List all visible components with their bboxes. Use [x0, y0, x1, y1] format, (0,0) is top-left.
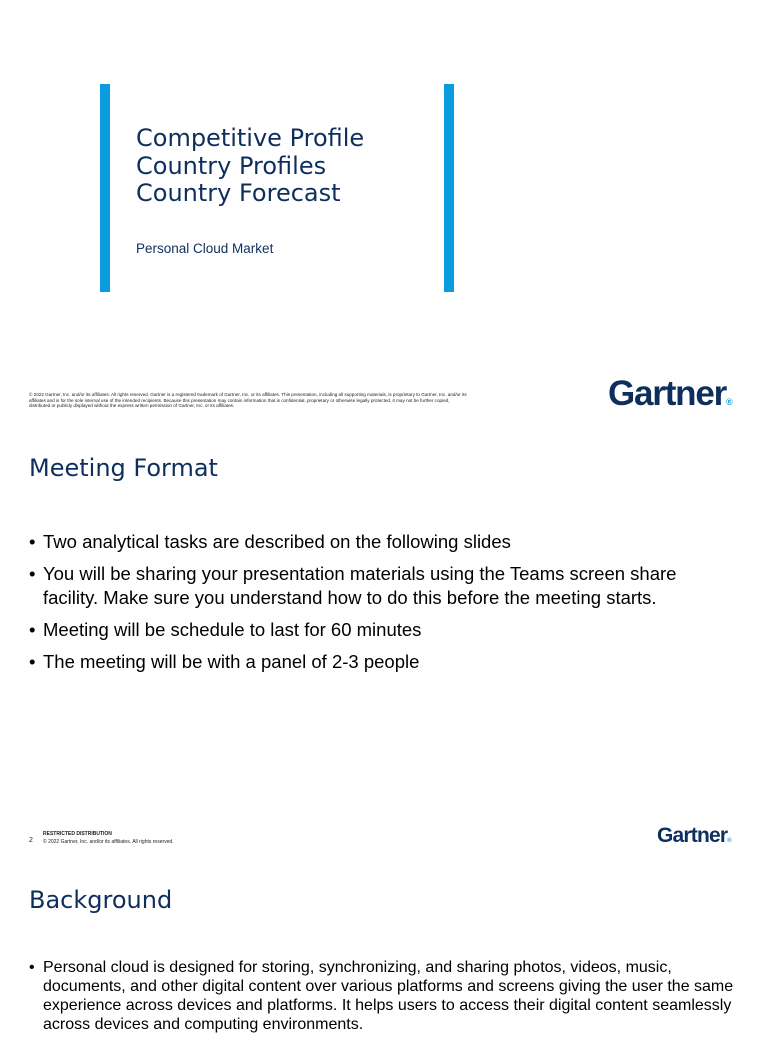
bullet-icon: •	[29, 563, 36, 584]
gartner-logo	[657, 824, 732, 848]
bullet-icon: •	[29, 531, 36, 552]
bullet-list	[29, 530, 729, 682]
gartner-logo	[608, 374, 733, 414]
accent-bar-left	[100, 84, 110, 292]
background-slide	[0, 864, 768, 1033]
bullet-item	[29, 650, 729, 674]
distribution-label: RESTRICTED DISTRIBUTION	[43, 831, 112, 837]
logo-text: Gartner	[608, 374, 727, 413]
meeting-format-slide	[0, 432, 768, 864]
slide-title	[136, 125, 364, 208]
bullet-text: Personal cloud is designed for storing, synchronizing, and sharing photos, videos, music, documents, and other digital content over various platforms and screens giving the user the same experience across devices and platforms. It helps users to access their digital content seamlessly across devices and computing environments.	[43, 959, 734, 1033]
bullet-icon: •	[29, 650, 36, 672]
bullet-icon: •	[29, 959, 35, 976]
bullet-text: You will be sharing your presentation materials using the Teams screen share facility. Make sure you understand how to do this before the meeting starts.	[43, 563, 677, 608]
bullet-text: Two analytical tasks are described on the following slides	[43, 531, 511, 552]
bullet-icon: •	[29, 618, 36, 640]
slide-subtitle: Personal Cloud Market	[136, 241, 274, 256]
accent-bar-right	[444, 84, 454, 292]
bullet-item	[29, 530, 729, 554]
footer-copyright: © 2022 Gartner, Inc. and/or its affiliates. All rights reserved.	[43, 839, 174, 845]
bullet-item	[29, 562, 729, 609]
title-line: Competitive Profile	[136, 124, 365, 152]
bullet-text: Meeting will be schedule to last for 60 minutes	[43, 618, 422, 640]
title-line: Country Profiles	[136, 151, 327, 180]
slide-heading: Meeting Format	[29, 454, 218, 482]
slide-heading: Background	[29, 886, 173, 914]
logo-registered-mark: ®	[727, 838, 732, 844]
legal-notice: © 2022 Gartner, Inc. and/or its affiliates. All rights reserved. Gartner is a registered trademark of Gartner, Inc. or its affiliates. This presentation, including all supporting materials, is proprietary to Gartner, Inc. and/or its affiliates and is for the sole internal use of the intended recipients. Because this presentation may contain information that is confidential, proprietary or otherwise legally protected, it may not be further copied, distributed or publicly displayed without the express written permission of Gartner, Inc. or its affiliates.	[29, 392, 467, 409]
logo-text: Gartner	[657, 824, 728, 847]
bullet-list	[29, 958, 741, 1043]
page-number: 2	[29, 837, 33, 844]
title-slide	[0, 0, 768, 432]
title-line: Country Forecast	[136, 179, 341, 207]
bullet-item	[29, 958, 741, 1034]
logo-registered-mark: ®	[726, 397, 733, 407]
bullet-text: The meeting will be with a panel of 2-3 people	[43, 650, 420, 672]
bullet-item	[29, 618, 729, 642]
